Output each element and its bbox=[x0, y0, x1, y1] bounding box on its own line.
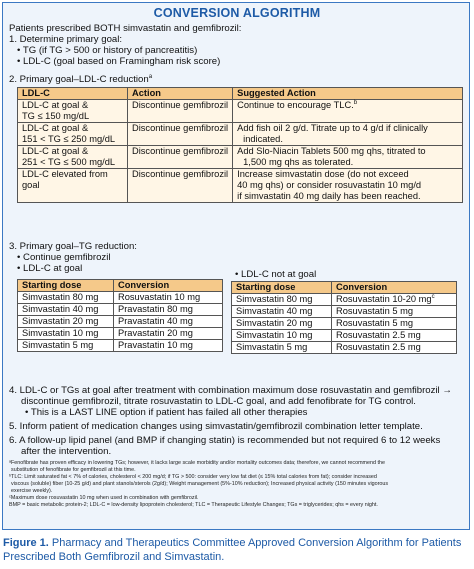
ldl-not-at-goal-label: • LDL-C not at goal bbox=[235, 269, 317, 280]
step1-item-tg: • TG (if TG > 500 or history of pancreatitis) bbox=[17, 45, 198, 56]
table-row: LDL-C at goal & 251 < TG ≤ 500 mg/dL Discontinue gemfibrozil Add Slo-Niacin Tablets 500 mg qhs, titrated to 1,500 mg qhs as tolerated. bbox=[18, 146, 463, 169]
footnote-a: ᵃFenofibrate has proven efficacy in lowering TGs; however, it lacks large scale morbidity and/or mortality outcomes data; therefore, we cannot recommend the bbox=[9, 460, 386, 466]
header-suggested: Suggested Action bbox=[233, 88, 463, 100]
table-row: LDL-C at goal & TG ≤ 150 mg/dL Discontinue gemfibrozil Continue to encourage TLC.$^b$ bbox=[18, 100, 463, 123]
footnote-c: ᶜMaximum dose rosuvastatin 10 mg when used in combination with gemfibrozil. bbox=[9, 495, 199, 501]
step4-line1: 4. LDL-C or TGs at goal after treatment with combination maximum dose rosuvastatin and gemfibrozil → bbox=[9, 385, 452, 396]
table-row: Simvastatin 80 mg Rosuvastatin 10-20 $mg^c$ bbox=[232, 294, 457, 306]
step2-heading: 2. Primary goal–LDL-C reduction$^a$ bbox=[9, 73, 153, 85]
table-header-row bbox=[18, 88, 463, 100]
intro-text: Patients prescribed BOTH simvastatin and gemfibrozil: bbox=[9, 23, 242, 34]
footnote-a-cont: substitution of fenofibrate for gemfibrozil at this time. bbox=[11, 467, 136, 473]
box-title: CONVERSION ALGORITHM bbox=[153, 6, 321, 20]
step4-line2: discontinue gemfibrozil, titrate rosuvastatin to LDL-C goal, and add fenofibrate for TG control. bbox=[21, 396, 416, 407]
caption-label: Figure 1. bbox=[3, 537, 49, 549]
table-row: LDL-C elevated from goal Discontinue gemfibrozil Increase simvastatin dose (do not exceed 40 mg qhs) or consider rosuvastatin 10 mg/d if simvastatin 40 mg daily has been reached. bbox=[18, 169, 463, 203]
table-row: LDL-C at goal & 151 < TG ≤ 250 mg/dL Discontinue gemfibrozil Add fish oil 2 g/d. Titrate up to 4 g/d if clinically indicated. bbox=[18, 123, 463, 146]
footnote-b-end: exercise weekly). bbox=[11, 488, 53, 494]
algorithm-box bbox=[2, 2, 470, 530]
step5-text: 5. Inform patient of medication changes using simvastatin/gemfibrozil combination letter template. bbox=[9, 421, 423, 432]
step4-bullet: • This is a LAST LINE option if patient has failed all other therapies bbox=[25, 407, 308, 418]
table-row: Simvastatin 40 mg Pravastatin 80 mg bbox=[18, 304, 223, 316]
table-row: Simvastatin 80 mg Rosuvastatin 10 mg bbox=[18, 292, 223, 304]
step6-line1: 6. A follow-up lipid panel (and BMP if changing statin) is recommended but not required 6 to 12 weeks bbox=[9, 435, 441, 446]
at-goal-conversion-table: Starting dose Conversion Simvastatin 80 mg Rosuvastatin 10 mg Simvastatin 40 mg Pravastatin 80 mg Simvastatin 20 mg Pravastatin 40 mg Simvastatin 10 mg Pravastatin 20 mg Simvastatin 5 mg Pravastatin 10 mg bbox=[17, 279, 223, 352]
step3-heading: 3. Primary goal–TG reduction: bbox=[9, 241, 137, 252]
step6-line2: after the intervention. bbox=[21, 446, 112, 457]
caption-line1: Pharmacy and Therapeutics Committee Approved Conversion Algorithm for Patients bbox=[48, 537, 462, 549]
footnote-b: ᵇTLC: Limit saturated fat < 7% of calories, cholesterol < 200 mg/d; if TG > 500: consider very low fat diet (≤ 15% total calories from fat); consider increased bbox=[9, 474, 377, 480]
table-row: Simvastatin 40 mg Rosuvastatin 5 mg bbox=[232, 306, 457, 318]
ldl-at-goal-label: • LDL-C at goal bbox=[17, 263, 83, 274]
not-at-goal-conversion-table: Starting dose Conversion Simvastatin 80 mg Rosuvastatin 10-20 $mg^c$ Simvastatin 40 mg Rosuvastatin 5 mg Simvastatin 20 mg Rosuvastatin 5 mg Simvastatin 10 mg Rosuvastatin 2.5 mg Simvastatin 5 mg Rosuvastatin 2.5 mg bbox=[231, 281, 457, 354]
table-row: Simvastatin 10 mg Pravastatin 20 mg bbox=[18, 328, 223, 340]
header-action: Action bbox=[128, 88, 233, 100]
step1-heading: 1. Determine primary goal: bbox=[9, 34, 123, 45]
table-row: Simvastatin 20 mg Rosuvastatin 5 mg bbox=[232, 318, 457, 330]
table-row: Simvastatin 5 mg Pravastatin 10 mg bbox=[18, 340, 223, 352]
header-ldl: LDL-C bbox=[18, 88, 128, 100]
step1-item-ldl: • LDL-C (goal based on Framingham risk score) bbox=[17, 56, 221, 67]
table-row: Simvastatin 20 mg Pravastatin 40 mg bbox=[18, 316, 223, 328]
abbreviations: BMP = basic metabolic protein-2; LDL-C = low-density lipoprotein cholesterol; TLC = Therapeutic Lifestyle Changes; TGs = triglycerides; qhs = every night. bbox=[9, 502, 378, 508]
figure-caption bbox=[3, 536, 461, 564]
step3-continue: • Continue gemfibrozil bbox=[17, 252, 111, 263]
table-row: Simvastatin 10 mg Rosuvastatin 2.5 mg bbox=[232, 330, 457, 342]
footnote-b-cont: viscous (soluble) fiber (10-25 g/d) and plant stanols/sterols (2g/d); Weight management (5%-10% reduction); Increased physical activity (150 minutes vigorous bbox=[11, 481, 389, 487]
table-row: Simvastatin 5 mg Rosuvastatin 2.5 mg bbox=[232, 342, 457, 354]
caption-line2: Prescribed Both Gemfibrozil and Simvastatin. bbox=[3, 551, 225, 563]
ldl-reduction-table bbox=[17, 87, 463, 203]
